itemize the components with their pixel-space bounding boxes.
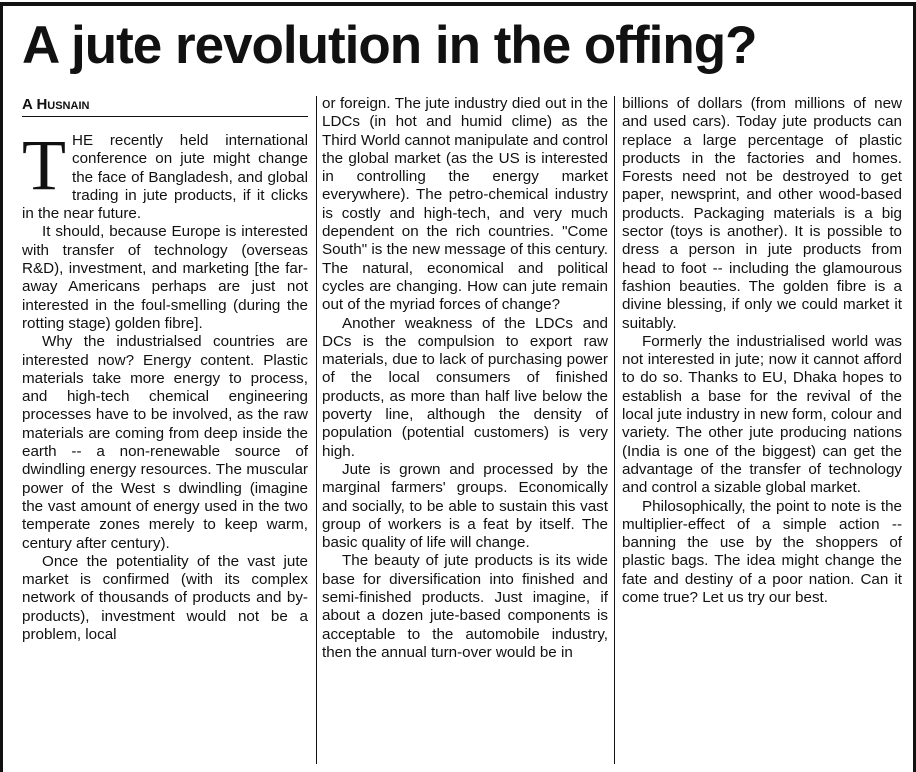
top-border-rule [0,2,916,6]
paragraph: The beauty of jute products is its wide base for diversification into finished and semi-finished products. Just imagine, if about a dozen jute-based components is acceptable to the automobile industry, then the annual turn-over would be in [322,552,608,661]
headline: A jute revolution in the offing? [22,16,757,75]
article-column-3 [622,95,902,607]
byline [22,96,308,117]
article-column-1 [22,125,308,644]
column-divider-2 [614,96,615,764]
left-border-rule [0,2,3,772]
paragraph: billions of dollars (from millions of new and used cars). Today jute products can replace a large percentage of plastic products in the factories and homes. Forests need not be destroyed to get paper, newsprint, and other wood-based products. Packaging materials is a big sector (toys is another). It is possible to dress a person in jute products from head to foot -- including the glamourous fashion beauties. The golden fibre is a divine blessing, if only we could market it suitably. [622,95,902,332]
paragraph [22,125,308,223]
paragraph: Once the potentiality of the vast jute market is confirmed (with its complex network of thousands of products and by-products), investment would not be a problem, local [22,552,308,644]
paragraph: Another weakness of the LDCs and DCs is the compulsion to export raw materials, due to lack of purchasing power of the local consumers of finished products, as more than half live below the poverty line, although the density of population (potential customers) is very high. [322,314,608,460]
paragraph: Jute is grown and processed by the marginal farmers' groups. Economically and socially, to be able to sustain this vast group of workers is a feat by itself. The basic quality of life will change. [322,460,608,552]
paragraph: Formerly the industrialised world was not interested in jute; now it cannot afford to do so. Thanks to EU, Dhaka hopes to establish a base for the revival of the local jute industry in new form, colour and variety. The other jute producing nations (India is one of the biggest) can get the advantage of the transfer of technology and control a sizable global market. [622,332,902,497]
article-column-2 [322,95,608,662]
paragraph: Why the industrialsed countries are interested now? Energy content. Plastic materials take more energy to process, and high-tech chemical engineering processes have to be involved, as the raw materials are coming from deep inside the earth -- a non-renewable source of dwindling energy resources. The muscular power of the West s dwindling (imagine the vast amount of energy used in the two temperate zones merely to keep warm, century after century). [22,333,308,552]
author-name: A Husnain [22,96,90,113]
paragraph: It should, because Europe is interested with transfer of technology (overseas R&D), investment, and marketing [the far-away Americans perhaps are just not interested in the foul-smelling (during the rotting stage) golden fibre]. [22,223,308,332]
paragraph: Philosophically, the point to note is the multiplier-effect of a simple action -- banning the use by the shoppers of plastic bags. The idea might change the fate and destiny of a poor nation. Can it come true? Let us try our best. [622,497,902,607]
paragraph-text: HE recently held international conference on jute might change the face of Bangladesh, and global trading in jute products, if it clicks in the near future. [22,132,308,223]
column-divider-1 [316,96,317,764]
paragraph: or foreign. The jute industry died out in the LDCs (in hot and humid clime) as the Third World cannot manipulate and control the global market (as the US is interested in controlling the energy market everywhere). The petro-chemical industry is costly and high-tech, and very much dependent on the rich countries. "Come South" is the new message of this century. The natural, economical and political cycles are changing. How can jute remain out of the myriad forces of change? [322,95,608,314]
drop-cap: T [22,125,66,205]
